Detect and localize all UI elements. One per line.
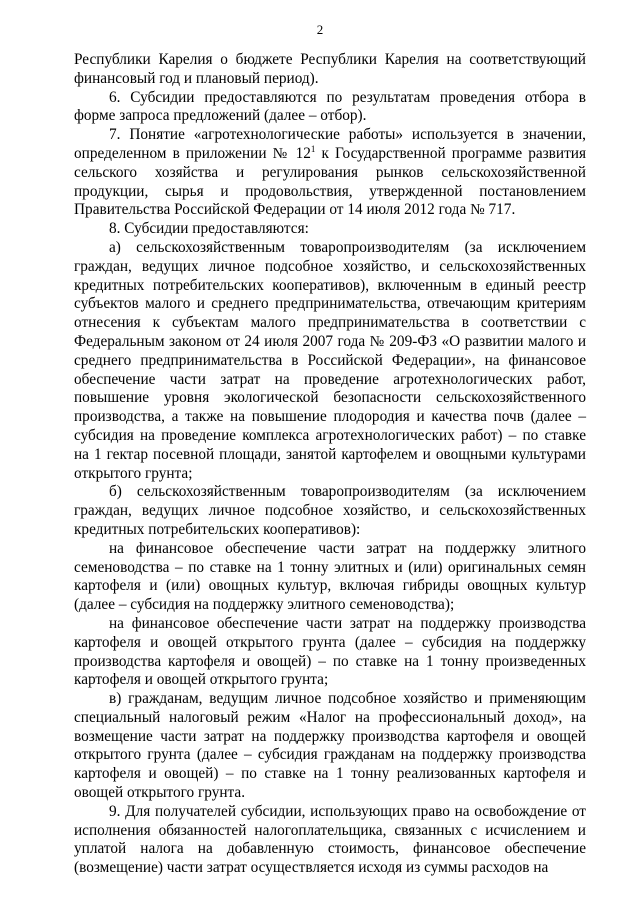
page-number: 2 (316, 22, 324, 37)
paragraph-7 (74, 126, 586, 220)
paragraph-8a: а) сельскохозяйственным товаропроизводителям (за исключением граждан, ведущих личное подсобное хозяйство, и сельскохозяйственных кредитных потребительских кооперативов), включенным в единый реестр субъектов малого и среднего предпринимательства, отвечающим критериям отнесения к субъектам малого предпринимательства в соответствии с Федеральным законом от 24 июля 2007 года № 209-ФЗ «О развитии малого и среднего предпринимательства в Российской Федерации», на финансовое обеспечение части затрат на проведение агротехнологических работ, повышение уровня экологической безопасности сельскохозяйственного производства, а также на повышение плодородия и качества почв (далее – субсидия на проведение комплекса агротехнологических работ) – по ставке на 1 гектар посевной площади, занятой картофелем и овощными культурами открытого грунта; (74, 238, 586, 482)
paragraph-7-text-after: к Государственной программе развития сельского хозяйства и регулирования рынков сельскохозяйственной продукции, сырья и продовольствия, утвержденной постановлением Правительства Российской Федерации от 14 июля 2012 года № 717. (74, 144, 586, 219)
paragraph-8: 8. Субсидии предоставляются: (109, 220, 309, 238)
footnote-marker: 1 (310, 143, 316, 154)
paragraph-9: 9. Для получателей субсидии, использующих право на освобождение от исполнения обязанностей налогоплательщика, связанных с исчислением и уплатой налога на добавленную стоимость, финансовое обеспечение (возмещение) части затрат осуществляется исходя из суммы расходов на (74, 802, 586, 877)
paragraph-6: 6. Субсидии предоставляются по результатам проведения отбора в форме запроса предложений (далее – отбор). (74, 88, 586, 125)
paragraph-8c: в) гражданам, ведущим личное подсобное хозяйство и применяющим специальный налоговый режим «Налог на профессиональный доход», на возмещение части затрат на поддержку производства картофеля и овощей открытого грунта (далее – субсидия гражданам на поддержку производства картофеля и овощей) – по ставке на 1 тонну реализованных картофеля и овощей открытого грунта. (74, 690, 586, 802)
document-body (74, 51, 586, 878)
paragraph-8b-elite-seeds: на финансовое обеспечение части затрат на поддержку элитного семеноводства – по ставке на 1 тонну элитных и (или) оригинальных семян картофеля и (или) овощных культур, включая гибриды овощных культур (далее – субсидия на поддержку элитного семеноводства); (74, 539, 586, 614)
paragraph-8b-production: на финансовое обеспечение части затрат на поддержку производства картофеля и овощей открытого грунта (далее – субсидия на поддержку производства картофеля и овощей) – по ставке на 1 тонну произведенных картофеля и овощей открытого грунта; (74, 614, 586, 689)
paragraph-8b: б) сельскохозяйственным товаропроизводителям (за исключением граждан, ведущих личное подсобное хозяйство, и сельскохозяйственных кредитных потребительских кооперативов): (74, 483, 586, 538)
paragraph-7-text-before: 7. Понятие «агротехнологические работы» используется в значении, определенном в приложении № 12 (74, 126, 586, 162)
paragraph-continuation: Республики Карелия о бюджете Республики Карелия на соответствующий финансовый год и плановый период). (74, 51, 586, 87)
